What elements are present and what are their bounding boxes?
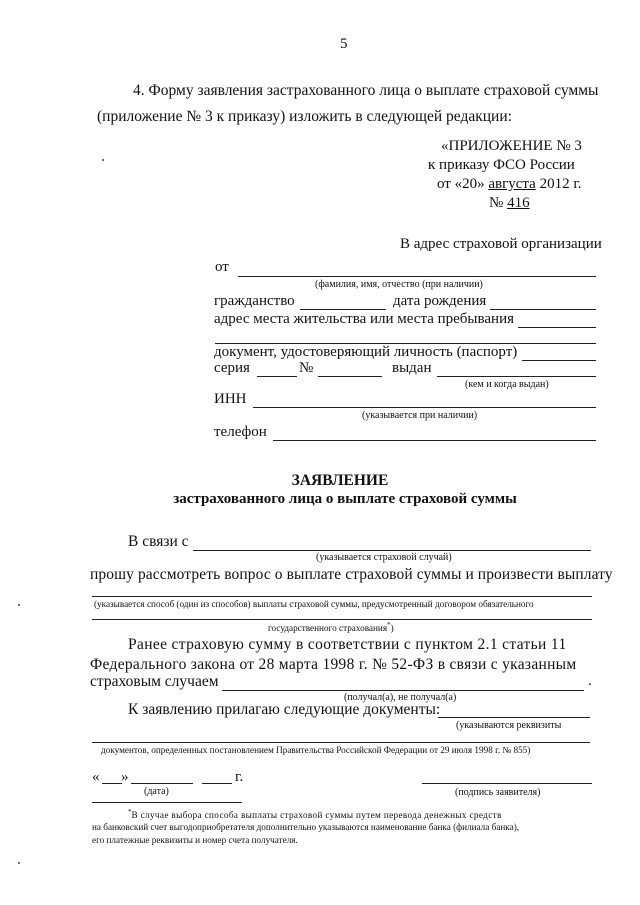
statement-title: ЗАЯВЛЕНИЕ: [291, 472, 389, 489]
date-close-quote: »: [121, 769, 129, 785]
page-number: 5: [340, 36, 348, 52]
residence-label: адрес места жительства или места пребывания: [214, 311, 514, 327]
intro-line-2: (приложение № 3 к приказу) изложить в следующей редакции:: [97, 108, 512, 125]
document-label: документ, удостоверяющий личность (паспорт): [214, 344, 518, 360]
residence-field[interactable]: [518, 327, 596, 328]
date-year-suffix: г.: [235, 769, 244, 785]
previous-payment-period: .: [588, 673, 592, 689]
footnote-line-1: [128, 808, 502, 820]
appendix-date-month: августа: [488, 176, 536, 192]
scan-speck-2: [18, 604, 20, 606]
payment-method-field[interactable]: [92, 596, 592, 597]
payment-method-hint-2-end: ): [390, 623, 394, 634]
attachments-docs-hint: документов, определенных постановлением Правительства Российской Федерации от 29 июля 1998 г. № 855): [101, 745, 531, 755]
phone-label: телефон: [214, 424, 267, 440]
intro-line-1: 4. Форму заявления застрахованного лица о выплате страховой суммы: [133, 82, 599, 99]
appendix-number: [489, 195, 530, 212]
appendix-title: «ПРИЛОЖЕНИЕ № 3: [441, 138, 582, 154]
payment-method-hint: (указывается способ (один из способов) выплаты страховой суммы, предусмотренный договором обязательного: [94, 599, 534, 609]
date-open-quote: «: [92, 769, 100, 785]
scan-speck: [102, 159, 104, 161]
previous-payment-hint: (получал(а), не получал(а): [344, 692, 457, 703]
in-connection-label: В связи с: [128, 533, 189, 550]
address-heading: В адрес страховой организации: [400, 236, 602, 252]
appendix-date: [437, 176, 582, 193]
from-field[interactable]: [238, 276, 596, 277]
scan-speck-3: [18, 862, 20, 864]
appendix-number-prefix: №: [489, 195, 504, 211]
citizenship-label: гражданство: [214, 293, 295, 309]
footnote-mark: *: [128, 808, 132, 816]
previous-payment-line-2: Федерального закона от 28 марта 1998 г. № 52-ФЗ в связи с указанным: [90, 656, 577, 673]
issued-hint: (кем и когда выдан): [465, 379, 549, 390]
from-hint: (фамилия, имя, отчество (при наличии): [315, 279, 483, 290]
footnote-separator: [92, 802, 242, 803]
document-field[interactable]: [522, 360, 596, 361]
statement-subtitle: застрахованного лица о выплате страховой суммы: [173, 491, 517, 507]
birthdate-field[interactable]: [490, 309, 596, 310]
previous-payment-line-1: Ранее страховую сумму в соответствии с пунктом 2.1 статьи 11: [128, 636, 567, 653]
attachments-field[interactable]: [438, 717, 590, 718]
series-label: серия: [214, 360, 250, 376]
date-hint: (дата): [144, 786, 169, 797]
attachments-label: К заявлению прилагаю следующие документы:: [128, 701, 441, 718]
issued-field[interactable]: [437, 376, 596, 377]
footnote-line-3: его платежные реквизиты и номер счета получателя.: [92, 835, 298, 845]
footnote-line-2: на банковский счет выгодоприобретателя дополнительно указываются наименование банка (филиала банка),: [92, 822, 520, 832]
payment-method-hint-2: [268, 621, 394, 633]
inn-label: ИНН: [214, 391, 247, 407]
previous-payment-line-3: страховым случаем: [90, 673, 219, 690]
attachments-field-2[interactable]: [92, 742, 590, 743]
request-text: прошу рассмотреть вопрос о выплате страховой суммы и произвести выплату: [90, 566, 613, 583]
payment-method-hint-2-text: государственного страхования: [268, 623, 388, 634]
previous-payment-field[interactable]: [222, 690, 584, 691]
number-field[interactable]: [318, 376, 382, 377]
inn-hint: (указывается при наличии): [362, 410, 478, 421]
phone-field[interactable]: [273, 440, 596, 441]
date-day-field[interactable]: [102, 783, 122, 784]
date-year-field[interactable]: [202, 783, 232, 784]
signature-hint: (подпись заявителя): [455, 787, 541, 798]
citizenship-field[interactable]: [300, 309, 386, 310]
appendix-date-prefix: от «20»: [437, 176, 485, 192]
series-field[interactable]: [257, 376, 297, 377]
footnote-ref: *: [387, 621, 391, 629]
inn-field[interactable]: [253, 407, 596, 408]
appendix-order: к приказу ФСО России: [428, 157, 575, 173]
signature-field[interactable]: [422, 783, 592, 784]
from-label: от: [215, 259, 229, 275]
appendix-date-suffix: 2012 г.: [539, 176, 582, 192]
appendix-number-value: 416: [507, 195, 530, 211]
insured-event-hint: (указывается страховой случай): [316, 552, 452, 563]
birthdate-label: дата рождения: [393, 293, 487, 309]
date-month-field[interactable]: [131, 783, 193, 784]
attachments-hint: (указываются реквизиты: [456, 720, 562, 731]
number-label: №: [299, 360, 314, 376]
payment-method-field-2[interactable]: [92, 619, 592, 620]
issued-label: выдан: [392, 360, 432, 376]
insured-event-field[interactable]: [193, 550, 591, 551]
footnote-line-1-text: В случае выбора способа выплаты страховой суммы путем перевода денежных средств: [131, 810, 502, 821]
